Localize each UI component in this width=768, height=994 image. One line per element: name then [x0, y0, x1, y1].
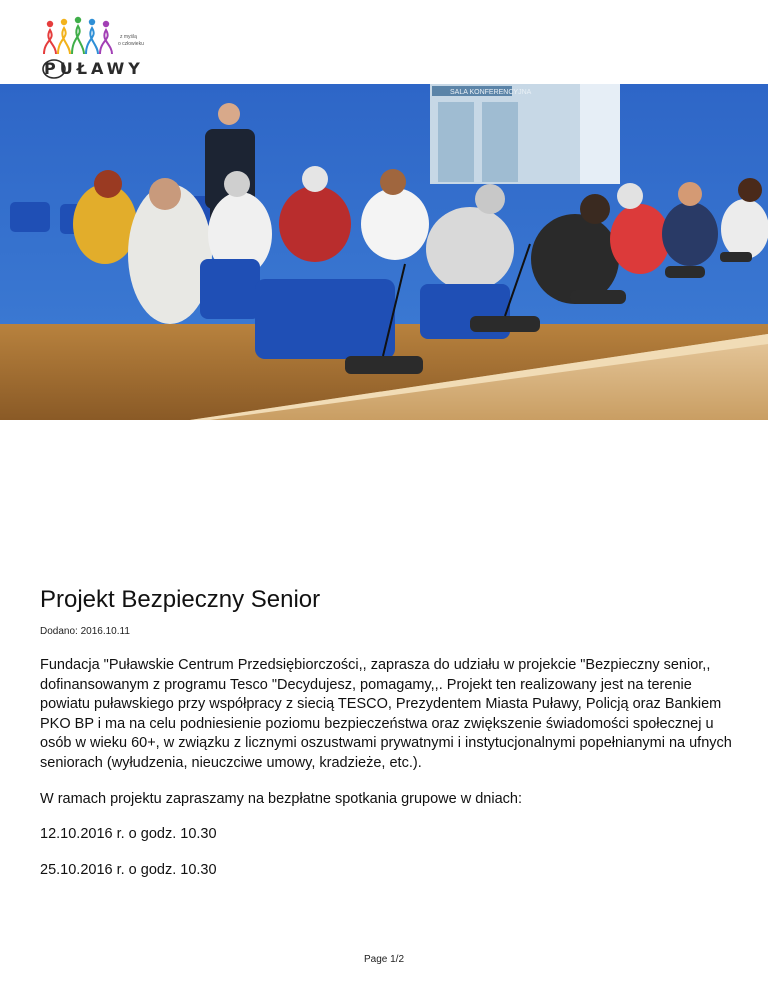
article-title: Projekt Bezpieczny Senior: [40, 586, 321, 613]
article-paragraph-meetings: W ramach projektu zapraszamy na bezpłatne spotkania grupowe w dniach:: [40, 790, 522, 807]
site-logo: [36, 14, 154, 84]
meeting-date-1: 12.10.2016 r. o godz. 10.30: [40, 826, 217, 843]
article-body: [40, 656, 740, 896]
meeting-date-2: 25.10.2016 r. o godz. 10.30: [40, 861, 217, 878]
seminar-room-photo: [0, 84, 768, 420]
door-banner-text: SALA KONFERENCYJNA: [450, 89, 532, 96]
article-date: Dodano: 2016.10.11: [40, 626, 130, 637]
logo-tagline-2: o człowieku: [118, 41, 144, 47]
logo-tagline-1: z myślą: [120, 34, 137, 40]
article-paragraph-intro: Fundacja "Puławskie Centrum Przedsiębiorczości,, zaprasza do udziału w projekcie "Bezpieczny senior,, dofinansowanym z programu Tesco "Decydujesz, pomagamy,,. Projekt ten realizowany jest na terenie powiatu puławskiego przy współpracy z siecią TESCO, Prezydentem Miasta Puławy, Policją oraz Bankiem PKO BP i ma na celu podniesienie poziomu bezpieczeństwa oraz zwiększenie świadomości społecznej u osób w wieku 60+, w związku z licznymi oszustwami prywatnymi i instytucjonalnymi popełnianymi na ufnych seniorach (wyłudzenia, nieuczciwe umowy, kradzieże, etc.).: [40, 657, 732, 771]
article-photo: [0, 84, 768, 420]
page-number: Page 1/2: [363, 954, 405, 965]
logo-wordmark: PUŁAWY: [44, 59, 144, 78]
